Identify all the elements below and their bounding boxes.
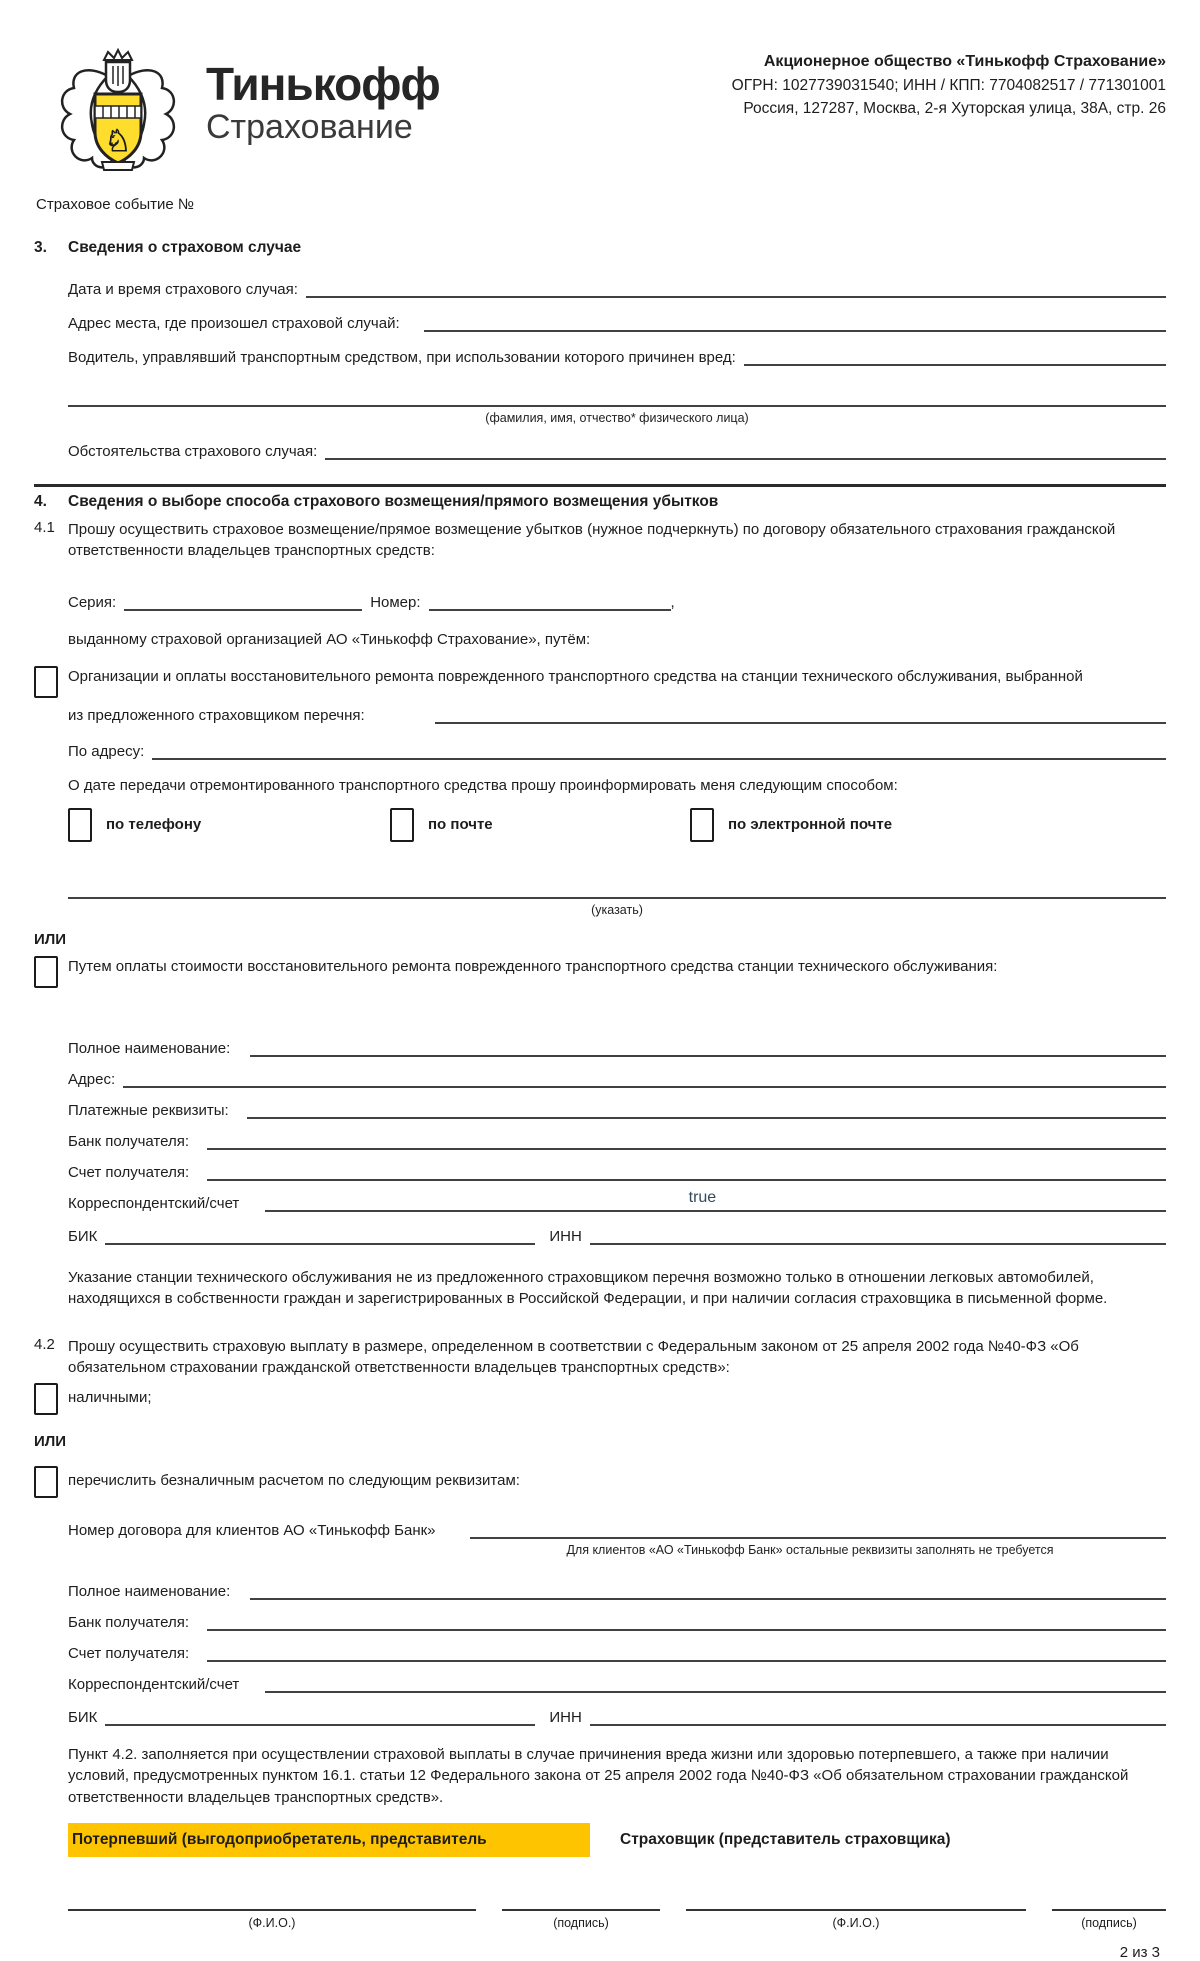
option-pay-sto-text: Путем оплаты стоимости восстановительного ремонта поврежденного транспортного средства станции технического обслуживания: xyxy=(68,957,998,975)
payout-inn-input-line[interactable] xyxy=(590,1705,1166,1726)
policy-series-number-row xyxy=(68,590,1166,611)
event-date-label: Дата и время страхового случая: xyxy=(68,281,298,298)
number-label: Номер: xyxy=(370,593,421,611)
payout-fullname-input-line[interactable] xyxy=(250,1579,1166,1600)
series-label: Серия: xyxy=(68,593,117,611)
sto-corr-account-label: Корреспондентский/счет xyxy=(68,1194,240,1212)
insurer-signature-input-line[interactable] xyxy=(1052,1891,1166,1911)
page-header xyxy=(34,42,1166,174)
specify-caption: (указать) xyxy=(591,902,643,917)
comma-mark: , xyxy=(670,593,675,611)
option-transfer xyxy=(34,1466,1166,1498)
payout-inn-label: ИНН xyxy=(549,1708,582,1726)
brand-subtitle: Страхование xyxy=(206,108,413,147)
page-number: 2 из 3 xyxy=(1119,1943,1160,1961)
sto-inn-label: ИНН xyxy=(549,1227,582,1245)
circumstances-label: Обстоятельства страхового случая: xyxy=(68,443,318,460)
driver-caption: (фамилия, имя, отчество* физического лица) xyxy=(485,411,749,425)
option-cash-label: наличными; xyxy=(68,1388,152,1406)
insurer-signature-cell xyxy=(1052,1891,1166,1930)
crown-icon xyxy=(104,50,132,60)
sto-address-field xyxy=(68,739,1166,760)
driver-input-line-2[interactable] xyxy=(68,386,1166,407)
issued-by-text: выданному страховой организацией АО «Тинькофф Страхование», путём: xyxy=(68,630,591,648)
horse-icon: ♘ xyxy=(104,124,132,159)
checkbox-pay-sto[interactable] xyxy=(34,956,58,988)
driver-field-continuation xyxy=(68,386,1166,407)
section3-number: 3. xyxy=(34,239,47,256)
notify-mail-label: по почте xyxy=(428,816,493,834)
sto-address2-label: Адрес: xyxy=(68,1070,116,1088)
brand-wordmark xyxy=(206,60,440,147)
payout-bik-input-line[interactable] xyxy=(105,1705,535,1726)
sto-bik-input-line[interactable] xyxy=(105,1224,535,1245)
sto-address-label: По адресу: xyxy=(68,742,145,760)
sto-fullname-field xyxy=(68,1036,1166,1057)
insurer-fio-input-line[interactable] xyxy=(686,1891,1026,1911)
notify-phone-label: по телефону xyxy=(106,816,202,834)
driver-field xyxy=(68,345,1166,366)
company-address: Россия, 127287, Москва, 2-я Хуторская улица, 38А, стр. 26 xyxy=(743,100,1166,118)
victim-signature-caption: (подпись) xyxy=(553,1915,609,1930)
checkbox-notify-mail[interactable] xyxy=(390,808,414,842)
notify-method-text: О дате передачи отремонтированного транспортного средства прошу проинформировать меня следующим способом: xyxy=(68,776,898,794)
clause-42-text: Прошу осуществить страховую выплату в размере, определенном в соответствии с Федеральным законом от 25 апреля 2002 года №40-ФЗ «Об обязательном страховании гражданской ответственности владельцев транспортных средств»: xyxy=(68,1338,1079,1377)
sto-requisites-block xyxy=(68,1036,1166,1311)
event-date-input-line[interactable] xyxy=(306,277,1166,298)
contract-number-field xyxy=(68,1518,1166,1539)
clause-42 xyxy=(34,1336,1166,1379)
clause-41-text: Прошу осуществить страховое возмещение/прямое возмещение убытков (нужное подчеркнуть) по договору обязательного страхования гражданской ответственности владельцев транспортных средств: xyxy=(68,521,1116,560)
sto-corr-account-input-line[interactable] xyxy=(265,1188,1166,1212)
signature-headers xyxy=(68,1823,1166,1857)
brand-title: Тинькофф xyxy=(206,58,440,110)
notify-email-label: по электронной почте xyxy=(728,816,893,834)
signature-section xyxy=(68,1823,1166,1961)
number-input-line[interactable] xyxy=(429,590,671,611)
option-pay-sto xyxy=(34,956,1166,988)
payout-bik-inn-row xyxy=(68,1705,1166,1726)
payout-corr-account-label: Корреспондентский/счет xyxy=(68,1675,240,1693)
notify-option-mail xyxy=(390,808,493,842)
clause-41 xyxy=(34,519,1166,562)
driver-label: Водитель, управлявший транспортным средством, при использовании которого причинен вред: xyxy=(68,349,736,366)
payout-account-label: Счет получателя: xyxy=(68,1644,190,1662)
event-address-field xyxy=(68,311,1166,332)
sto-corr-account-field xyxy=(68,1188,1166,1212)
company-info xyxy=(732,50,1166,121)
sto-fullname-label: Полное наименование: xyxy=(68,1039,231,1057)
notify-options-row xyxy=(68,808,1166,852)
notify-specify-row xyxy=(68,878,1166,899)
or-label-1: ИЛИ xyxy=(34,930,67,948)
checkbox-notify-email[interactable] xyxy=(690,808,714,842)
payout-fullname-field xyxy=(68,1579,1166,1600)
ribbon-icon xyxy=(102,162,134,170)
payout-requisites-block xyxy=(68,1518,1166,1809)
payout-account-field xyxy=(68,1641,1166,1662)
checkbox-notify-phone[interactable] xyxy=(68,808,92,842)
payout-fullname-label: Полное наименование: xyxy=(68,1582,231,1600)
or-label-2: ИЛИ xyxy=(34,1432,67,1450)
notify-specify-input-line[interactable] xyxy=(68,878,1166,899)
payout-bank-input-line[interactable] xyxy=(207,1610,1166,1631)
option-repair-sto xyxy=(34,666,1166,724)
sto-bank-input-line[interactable] xyxy=(207,1129,1166,1150)
insurer-header: Страховщик (представитель страховщика) xyxy=(620,1830,951,1848)
notify-option-phone xyxy=(68,808,201,842)
section4-title: Сведения о выборе способа страхового возмещения/прямого возмещения убытков xyxy=(68,493,719,510)
circumstances-field xyxy=(68,439,1166,460)
company-name: Акционерное общество «Тинькофф Страхование» xyxy=(763,53,1166,70)
option-cash xyxy=(34,1383,1166,1415)
victim-fio-cell xyxy=(68,1891,476,1930)
clause-42-number: 4.2 xyxy=(34,1336,55,1354)
signature-lines-row xyxy=(68,1891,1166,1930)
victim-fio-caption: (Ф.И.О.) xyxy=(248,1915,296,1930)
sto-bik-inn-row xyxy=(68,1224,1166,1245)
company-registration: ОГРН: 1027739031540; ИНН / КПП: 7704082517 / 771301001 xyxy=(731,77,1166,94)
sto-account-field xyxy=(68,1160,1166,1181)
payout-account-input-line[interactable] xyxy=(207,1641,1166,1662)
section4-divider xyxy=(34,484,1166,487)
option-repair-sto-line2-row xyxy=(68,703,1166,724)
section3-title: Сведения о страховом случае xyxy=(68,239,302,256)
insurer-signature-caption: (подпись) xyxy=(1081,1915,1137,1930)
contract-number-label: Номер договора для клиентов АО «Тинькофф Банк» xyxy=(68,1521,436,1539)
option-transfer-label: перечислить безналичным расчетом по следующим реквизитам: xyxy=(68,1471,520,1489)
sto-account-input-line[interactable] xyxy=(207,1160,1166,1181)
insurance-event-number-label: Страховое событие № xyxy=(36,196,194,213)
payout-bik-label: БИК xyxy=(68,1708,98,1726)
sto-address-input-line[interactable] xyxy=(152,739,1166,760)
section4-number: 4. xyxy=(34,493,47,510)
sto-bank-label: Банк получателя: xyxy=(68,1132,190,1150)
corr-account-value: true xyxy=(688,1188,717,1206)
option-repair-sto-line1: Организации и оплаты восстановительного ремонта поврежденного транспортного средства на станции технического обслуживания, выбранной xyxy=(68,667,1083,685)
insurer-fio-caption: (Ф.И.О.) xyxy=(832,1915,880,1930)
payout-bank-field xyxy=(68,1610,1166,1631)
sto-payment-field xyxy=(68,1098,1166,1119)
sto-account-label: Счет получателя: xyxy=(68,1163,190,1181)
event-date-field xyxy=(68,277,1166,298)
sto-inn-input-line[interactable] xyxy=(590,1224,1166,1245)
section3-heading xyxy=(34,239,1166,257)
checkbox-transfer[interactable] xyxy=(34,1466,58,1498)
option-repair-sto-line2: из предложенного страховщиком перечня: xyxy=(68,706,365,724)
victim-header-highlighted: Потерпевший (выгодоприобретатель, представитель xyxy=(68,1823,590,1857)
victim-signature-input-line[interactable] xyxy=(502,1891,660,1911)
sto-address2-input-line[interactable] xyxy=(123,1067,1166,1088)
checkbox-repair-sto[interactable] xyxy=(34,666,58,698)
event-address-label: Адрес места, где произошел страховой случай: xyxy=(68,315,400,332)
contract-number-input-line[interactable] xyxy=(470,1518,1166,1539)
tinkoff-crest-logo xyxy=(58,46,178,174)
section4-heading xyxy=(34,493,1166,511)
sto-bik-label: БИК xyxy=(68,1227,98,1245)
sto-address2-field xyxy=(68,1067,1166,1088)
payout-bank-label: Банк получателя: xyxy=(68,1613,190,1631)
notify-option-email xyxy=(690,808,892,842)
sto-payment-label: Платежные реквизиты: xyxy=(68,1101,229,1119)
insurer-fio-cell xyxy=(686,1891,1026,1930)
victim-fio-input-line[interactable] xyxy=(68,1891,476,1911)
clause-41-number: 4.1 xyxy=(34,519,55,536)
payout-corr-account-field xyxy=(68,1672,1166,1693)
sto-payment-input-line[interactable] xyxy=(247,1098,1166,1119)
contract-caption: Для клиентов «АО «Тинькофф Банк» остальные реквизиты заполнять не требуется xyxy=(566,1542,1054,1557)
event-address-input-line[interactable] xyxy=(424,311,1166,332)
series-input-line[interactable] xyxy=(124,590,362,611)
sto-fullname-input-line[interactable] xyxy=(250,1036,1166,1057)
clause-42-note: Пункт 4.2. заполняется при осуществлении страховой выплаты в случае причинения вреда жизни или здоровью потерпевшего, а также при наличии условий, предусмотренных пунктом 16.1. статьи 12 Федерального закона от 25 апреля 2002 года №40-ФЗ «Об обязательном страховании гражданской ответственности владельцев транспортных средств». xyxy=(68,1745,1129,1807)
victim-signature-cell xyxy=(502,1891,660,1930)
checkbox-cash[interactable] xyxy=(34,1383,58,1415)
driver-input-line-1[interactable] xyxy=(744,345,1166,366)
sto-note-text: Указание станции технического обслуживания не из предложенного страховщиком перечня возможно только в отношении легковых автомобилей, находящихся в собственности граждан и зарегистрированных в Российской Федерации, и при наличии согласия страховщика в письменной форме. xyxy=(68,1268,1108,1308)
sto-bank-field xyxy=(68,1129,1166,1150)
payout-corr-account-input-line[interactable] xyxy=(265,1672,1166,1693)
sto-list-input-line[interactable] xyxy=(435,703,1166,724)
circumstances-input-line[interactable] xyxy=(325,439,1166,460)
